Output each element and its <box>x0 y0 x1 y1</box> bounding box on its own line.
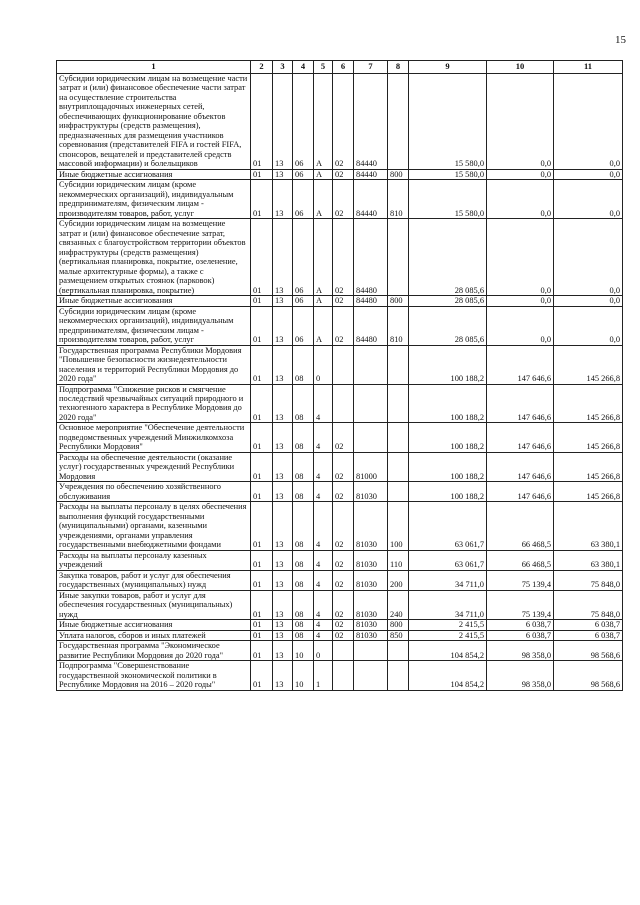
code-direction: 81030 <box>354 570 388 590</box>
code-section: 01 <box>251 661 273 690</box>
amount-year1: 2 415,5 <box>409 620 487 630</box>
code-direction: 84480 <box>354 306 388 345</box>
code-expense-type <box>388 345 409 384</box>
row-description: Расходы на выплаты персоналу казенных учреждений <box>57 550 251 570</box>
code-section: 01 <box>251 423 273 452</box>
code-direction: 81030 <box>354 482 388 502</box>
code-direction: 81030 <box>354 550 388 570</box>
code-expense-type: 810 <box>388 306 409 345</box>
code-program: 08 <box>293 620 314 630</box>
table-row <box>57 180 623 219</box>
code-direction: 84440 <box>354 180 388 219</box>
code-section: 01 <box>251 630 273 640</box>
budget-table <box>56 60 623 691</box>
row-description: Основное мероприятие "Обеспечение деятельности подведомственных учреждений Минжилкомхоза Республики Мордовия" <box>57 423 251 452</box>
amount-year2: 147 646,6 <box>487 345 554 384</box>
table-row <box>57 345 623 384</box>
code-program: 08 <box>293 502 314 550</box>
code-section: 01 <box>251 502 273 550</box>
code-subsection: 13 <box>273 452 293 481</box>
code-subsection: 13 <box>273 423 293 452</box>
row-description: Субсидии юридическим лицам на возмещение части затрат и (или) финансовое обеспечение части затрат на осуществление строительства внутриплощадочных инженерных сетей, обеспечивающих функционирование объектов инфраструктуры (средств размещения), предназначенных для размещения участников соревнования (представителей FIFA и гостей FIFA, спонсоров, вещателей и представителей средств массовой информации) и болельщиков <box>57 74 251 170</box>
amount-year1: 28 085,6 <box>409 306 487 345</box>
code-subsection: 13 <box>273 661 293 690</box>
code-subsection: 13 <box>273 219 293 296</box>
code-program: 08 <box>293 550 314 570</box>
code-subsection: 13 <box>273 620 293 630</box>
amount-year3: 63 380,1 <box>554 502 623 550</box>
code-section: 01 <box>251 180 273 219</box>
code-expense-type <box>388 74 409 170</box>
code-program: 08 <box>293 570 314 590</box>
code-direction: 84480 <box>354 219 388 296</box>
code-subsection: 13 <box>273 345 293 384</box>
amount-year1: 28 085,6 <box>409 296 487 306</box>
code-subsection: 13 <box>273 296 293 306</box>
code-section: 01 <box>251 74 273 170</box>
code-direction: 81030 <box>354 502 388 550</box>
code-program: 06 <box>293 169 314 179</box>
code-expense-type: 800 <box>388 296 409 306</box>
code-measure <box>333 345 354 384</box>
table-row <box>57 630 623 640</box>
column-header: 9 <box>409 61 487 74</box>
row-description: Субсидии юридическим лицам (кроме некоммерческих организаций), индивидуальным предпринимателям, физическим лицам - производителям товаров, работ, услуг <box>57 180 251 219</box>
code-subsection: 13 <box>273 502 293 550</box>
code-direction: 81030 <box>354 590 388 619</box>
amount-year1: 104 854,2 <box>409 661 487 690</box>
table-row <box>57 550 623 570</box>
row-description: Закупка товаров, работ и услуг для обеспечения государственных (муниципальных) нужд <box>57 570 251 590</box>
code-direction <box>354 423 388 452</box>
row-description: Расходы на обеспечение деятельности (оказание услуг) государственных учреждений Республики Мордовия <box>57 452 251 481</box>
code-subsection: 13 <box>273 180 293 219</box>
amount-year3: 145 266,8 <box>554 423 623 452</box>
column-header: 6 <box>333 61 354 74</box>
code-direction: 84440 <box>354 169 388 179</box>
code-subsection: 13 <box>273 169 293 179</box>
table-row <box>57 661 623 690</box>
row-description: Подпрограмма "Снижение рисков и смягчение последствий чрезвычайных ситуаций природного и техногенного характера в Республике Мордовия до 2020 года" <box>57 384 251 423</box>
code-measure: 02 <box>333 550 354 570</box>
code-subprogram: 4 <box>314 423 333 452</box>
amount-year1: 15 580,0 <box>409 74 487 170</box>
amount-year2: 0,0 <box>487 74 554 170</box>
code-section: 01 <box>251 452 273 481</box>
amount-year1: 104 854,2 <box>409 641 487 661</box>
row-description: Иные бюджетные ассигнования <box>57 169 251 179</box>
row-description: Уплата налогов, сборов и иных платежей <box>57 630 251 640</box>
code-subprogram: 4 <box>314 502 333 550</box>
code-direction <box>354 384 388 423</box>
code-section: 01 <box>251 590 273 619</box>
code-section: 01 <box>251 306 273 345</box>
code-expense-type <box>388 641 409 661</box>
code-expense-type: 800 <box>388 620 409 630</box>
amount-year1: 2 415,5 <box>409 630 487 640</box>
amount-year2: 6 038,7 <box>487 620 554 630</box>
code-subsection: 13 <box>273 482 293 502</box>
column-header: 2 <box>251 61 273 74</box>
code-subsection: 13 <box>273 630 293 640</box>
row-description: Расходы на выплаты персоналу в целях обеспечения выполнения функций государственными (муниципальными) органами, казенными учреждениями, органами управления государственными внебюджетными фондами <box>57 502 251 550</box>
code-measure: 02 <box>333 452 354 481</box>
amount-year2: 98 358,0 <box>487 641 554 661</box>
code-measure: 02 <box>333 180 354 219</box>
amount-year1: 100 188,2 <box>409 452 487 481</box>
code-program: 06 <box>293 306 314 345</box>
amount-year2: 75 139,4 <box>487 590 554 619</box>
amount-year2: 0,0 <box>487 219 554 296</box>
code-measure: 02 <box>333 570 354 590</box>
code-measure: 02 <box>333 306 354 345</box>
amount-year3: 145 266,8 <box>554 345 623 384</box>
amount-year2: 0,0 <box>487 180 554 219</box>
amount-year2: 75 139,4 <box>487 570 554 590</box>
code-section: 01 <box>251 169 273 179</box>
code-program: 06 <box>293 74 314 170</box>
code-direction: 81030 <box>354 620 388 630</box>
amount-year1: 100 188,2 <box>409 423 487 452</box>
code-subprogram: 4 <box>314 550 333 570</box>
amount-year3: 6 038,7 <box>554 620 623 630</box>
code-subsection: 13 <box>273 590 293 619</box>
code-program: 06 <box>293 219 314 296</box>
amount-year3: 0,0 <box>554 219 623 296</box>
code-measure: 02 <box>333 590 354 619</box>
table-row <box>57 306 623 345</box>
code-subprogram: 0 <box>314 345 333 384</box>
code-direction <box>354 345 388 384</box>
amount-year2: 0,0 <box>487 306 554 345</box>
code-subprogram: А <box>314 74 333 170</box>
amount-year3: 0,0 <box>554 74 623 170</box>
code-section: 01 <box>251 482 273 502</box>
code-expense-type <box>388 661 409 690</box>
code-subprogram: 4 <box>314 384 333 423</box>
amount-year3: 63 380,1 <box>554 550 623 570</box>
amount-year2: 147 646,6 <box>487 423 554 452</box>
code-program: 08 <box>293 482 314 502</box>
column-header: 4 <box>293 61 314 74</box>
code-section: 01 <box>251 345 273 384</box>
code-expense-type <box>388 219 409 296</box>
code-measure <box>333 384 354 423</box>
code-section: 01 <box>251 384 273 423</box>
amount-year3: 6 038,7 <box>554 630 623 640</box>
table-row <box>57 641 623 661</box>
row-description: Иные бюджетные ассигнования <box>57 620 251 630</box>
amount-year2: 66 468,5 <box>487 502 554 550</box>
page-number: 15 <box>615 34 626 46</box>
code-subprogram: 4 <box>314 482 333 502</box>
code-expense-type <box>388 482 409 502</box>
amount-year3: 145 266,8 <box>554 384 623 423</box>
table-row <box>57 620 623 630</box>
column-header: 5 <box>314 61 333 74</box>
code-program: 08 <box>293 590 314 619</box>
table-row <box>57 502 623 550</box>
code-measure: 02 <box>333 620 354 630</box>
code-subprogram: А <box>314 296 333 306</box>
code-direction: 84480 <box>354 296 388 306</box>
code-program: 08 <box>293 452 314 481</box>
code-measure: 02 <box>333 630 354 640</box>
amount-year1: 100 188,2 <box>409 384 487 423</box>
amount-year3: 98 568,6 <box>554 641 623 661</box>
code-measure <box>333 661 354 690</box>
code-subsection: 13 <box>273 641 293 661</box>
code-expense-type: 800 <box>388 169 409 179</box>
code-expense-type <box>388 384 409 423</box>
code-program: 06 <box>293 296 314 306</box>
code-subsection: 13 <box>273 306 293 345</box>
code-program: 08 <box>293 345 314 384</box>
code-subprogram: 4 <box>314 620 333 630</box>
code-expense-type: 850 <box>388 630 409 640</box>
code-program: 08 <box>293 630 314 640</box>
column-header: 3 <box>273 61 293 74</box>
code-subprogram: 4 <box>314 590 333 619</box>
amount-year2: 6 038,7 <box>487 630 554 640</box>
code-subprogram: 1 <box>314 661 333 690</box>
amount-year1: 34 711,0 <box>409 570 487 590</box>
amount-year1: 28 085,6 <box>409 219 487 296</box>
amount-year3: 75 848,0 <box>554 570 623 590</box>
amount-year3: 0,0 <box>554 306 623 345</box>
row-description: Государственная программа Республики Мордовия "Повышение безопасности жизнедеятельности населения и территорий Республики Мордовия до 2020 года" <box>57 345 251 384</box>
amount-year2: 147 646,6 <box>487 452 554 481</box>
row-description: Иные бюджетные ассигнования <box>57 296 251 306</box>
code-expense-type: 110 <box>388 550 409 570</box>
amount-year3: 145 266,8 <box>554 452 623 481</box>
code-expense-type <box>388 452 409 481</box>
amount-year3: 0,0 <box>554 169 623 179</box>
table-row <box>57 169 623 179</box>
table-row <box>57 423 623 452</box>
amount-year1: 100 188,2 <box>409 345 487 384</box>
code-subprogram: А <box>314 306 333 345</box>
code-subprogram: А <box>314 180 333 219</box>
code-expense-type: 810 <box>388 180 409 219</box>
table-row <box>57 296 623 306</box>
table-body <box>57 74 623 691</box>
code-expense-type: 100 <box>388 502 409 550</box>
code-subprogram: 4 <box>314 570 333 590</box>
row-description: Иные закупки товаров, работ и услуг для обеспечения государственных (муниципальных) нужд <box>57 590 251 619</box>
table-row <box>57 590 623 619</box>
code-section: 01 <box>251 570 273 590</box>
amount-year3: 145 266,8 <box>554 482 623 502</box>
table-row <box>57 452 623 481</box>
code-program: 08 <box>293 423 314 452</box>
code-subprogram: А <box>314 169 333 179</box>
amount-year1: 15 580,0 <box>409 180 487 219</box>
code-direction: 81030 <box>354 630 388 640</box>
code-subsection: 13 <box>273 74 293 170</box>
code-subprogram: 4 <box>314 630 333 640</box>
table-row <box>57 570 623 590</box>
code-direction <box>354 641 388 661</box>
table-row <box>57 74 623 170</box>
code-subprogram: 0 <box>314 641 333 661</box>
column-header: 1 <box>57 61 251 74</box>
amount-year2: 66 468,5 <box>487 550 554 570</box>
code-measure: 02 <box>333 502 354 550</box>
code-section: 01 <box>251 550 273 570</box>
amount-year1: 63 061,7 <box>409 502 487 550</box>
code-expense-type: 240 <box>388 590 409 619</box>
code-measure: 02 <box>333 482 354 502</box>
code-subprogram: 4 <box>314 452 333 481</box>
column-header: 8 <box>388 61 409 74</box>
code-measure: 02 <box>333 169 354 179</box>
code-measure: 02 <box>333 296 354 306</box>
amount-year2: 98 358,0 <box>487 661 554 690</box>
table-header-row <box>57 61 623 74</box>
code-subsection: 13 <box>273 550 293 570</box>
row-description: Субсидии юридическим лицам (кроме некоммерческих организаций), индивидуальным предпринимателям, физическим лицам - производителям товаров, работ, услуг <box>57 306 251 345</box>
code-measure: 02 <box>333 423 354 452</box>
code-expense-type: 200 <box>388 570 409 590</box>
amount-year2: 0,0 <box>487 169 554 179</box>
code-section: 01 <box>251 641 273 661</box>
code-program: 10 <box>293 641 314 661</box>
row-description: Подпрограмма "Совершенствование государственной экономической политики в Республике Мордовия на 2016 – 2020 годы" <box>57 661 251 690</box>
amount-year1: 34 711,0 <box>409 590 487 619</box>
amount-year3: 75 848,0 <box>554 590 623 619</box>
code-measure: 02 <box>333 74 354 170</box>
code-expense-type <box>388 423 409 452</box>
code-section: 01 <box>251 296 273 306</box>
amount-year2: 147 646,6 <box>487 384 554 423</box>
code-direction: 81000 <box>354 452 388 481</box>
row-description: Субсидии юридическим лицам на возмещение затрат и (или) финансовое обеспечение затрат, связанных с благоустройством территории объектов инфраструктуры (средств размещения) (вертикальная планировка, покрытие, озеленение, малые архитектурные формы), а также с размещением открытых стоянок (парковок) (вертикальная планировка, покрытие) <box>57 219 251 296</box>
amount-year3: 0,0 <box>554 180 623 219</box>
table-row <box>57 482 623 502</box>
row-description: Государственная программа "Экономическое развитие Республики Мордовия до 2020 года" <box>57 641 251 661</box>
code-measure <box>333 641 354 661</box>
code-direction <box>354 661 388 690</box>
amount-year1: 15 580,0 <box>409 169 487 179</box>
row-description: Учреждения по обеспечению хозяйственного обслуживания <box>57 482 251 502</box>
code-subsection: 13 <box>273 384 293 423</box>
code-section: 01 <box>251 620 273 630</box>
amount-year1: 63 061,7 <box>409 550 487 570</box>
table-row <box>57 384 623 423</box>
code-measure: 02 <box>333 219 354 296</box>
amount-year1: 100 188,2 <box>409 482 487 502</box>
amount-year2: 0,0 <box>487 296 554 306</box>
column-header: 10 <box>487 61 554 74</box>
column-header: 7 <box>354 61 388 74</box>
code-subsection: 13 <box>273 570 293 590</box>
code-program: 10 <box>293 661 314 690</box>
table-row <box>57 219 623 296</box>
code-section: 01 <box>251 219 273 296</box>
amount-year3: 0,0 <box>554 296 623 306</box>
code-program: 06 <box>293 180 314 219</box>
amount-year3: 98 568,6 <box>554 661 623 690</box>
column-header: 11 <box>554 61 623 74</box>
amount-year2: 147 646,6 <box>487 482 554 502</box>
code-program: 08 <box>293 384 314 423</box>
code-direction: 84440 <box>354 74 388 170</box>
code-subprogram: А <box>314 219 333 296</box>
